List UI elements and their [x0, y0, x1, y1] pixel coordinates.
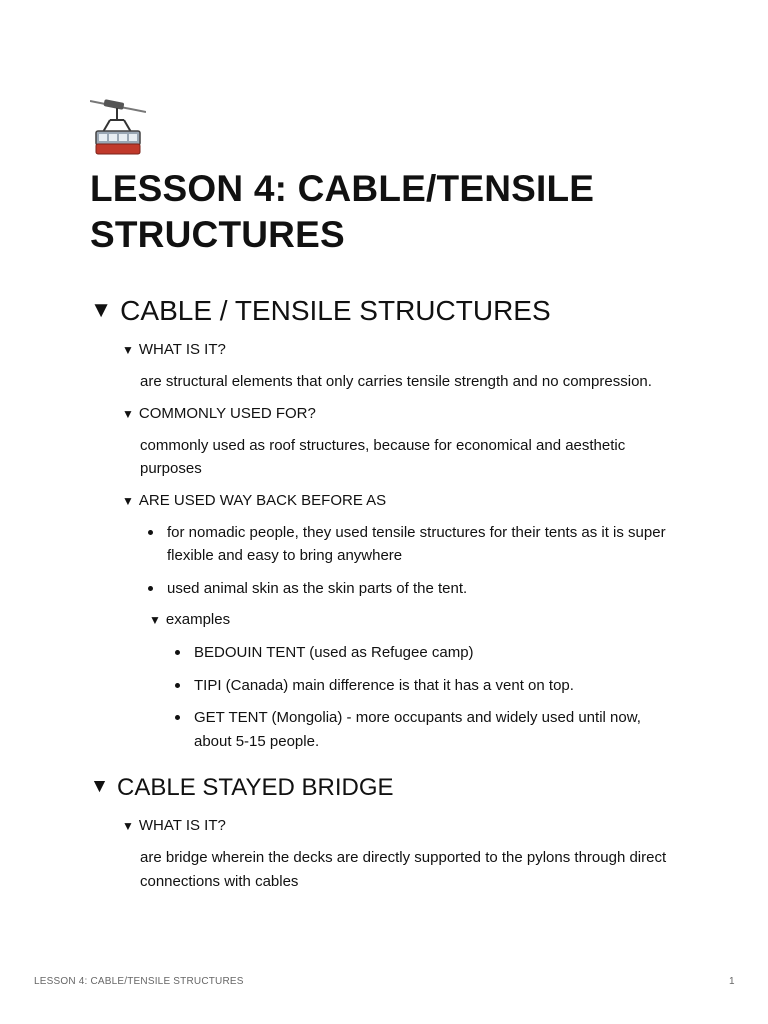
- toggle-triangle-icon: ▼: [90, 776, 109, 797]
- bullet-icon: [148, 530, 153, 535]
- list-item: BEDOUIN TENT (used as Refugee camp): [194, 641, 679, 665]
- bullet-icon: [175, 683, 180, 688]
- page-title: LESSON 4: CABLE/TENSILE STRUCTURES: [90, 168, 595, 255]
- footer-title: LESSON 4: CABLE/TENSILE STRUCTURES: [34, 976, 244, 987]
- paragraph: commonly used as roof structures, because for economical and aesthetic purposes: [140, 436, 626, 477]
- document-page: [90, 98, 690, 893]
- section-heading: CABLE / TENSILE STRUCTURES: [120, 295, 551, 326]
- bullet-icon: [175, 715, 180, 720]
- toggle-triangle-icon: ▼: [149, 613, 161, 627]
- section-toggle-cable-tensile[interactable]: [90, 294, 690, 328]
- toggle-label: WHAT IS IT?: [138, 341, 226, 358]
- section-toggle-cable-stayed-bridge[interactable]: [90, 771, 690, 805]
- bullet-icon: [148, 586, 153, 591]
- toggle-commonly-used-for[interactable]: [122, 403, 690, 425]
- list-item: GET TENT (Mongolia) - more occupants and widely used until now, about 5-15 people.: [194, 706, 679, 753]
- toggle-triangle-icon: ▼: [90, 297, 113, 322]
- toggle-triangle-icon: ▼: [122, 343, 134, 357]
- toggle-what-is-it[interactable]: [122, 339, 690, 361]
- toggle-triangle-icon: ▼: [122, 819, 134, 833]
- toggle-label: COMMONLY USED FOR?: [138, 404, 316, 422]
- list-item: for nomadic people, they used tensile structures for their tents as it is super flexible and easy to bring anywhere: [167, 521, 677, 568]
- toggle-label: WHAT IS IT?: [138, 817, 226, 834]
- list-item: TIPI (Canada) main difference is that it has a vent on top.: [194, 674, 679, 698]
- paragraph: are bridge wherein the decks are directly supported to the pylons through direct connections with cables: [140, 849, 667, 890]
- aerial-tramway-icon: [90, 98, 146, 156]
- bullet-icon: [175, 650, 180, 655]
- toggle-label: examples: [165, 611, 231, 628]
- toggle-what-is-it[interactable]: [122, 815, 690, 837]
- toggle-used-way-back[interactable]: [122, 490, 690, 512]
- list-item: used animal skin as the skin parts of the tent.: [167, 577, 677, 601]
- toggle-examples[interactable]: [149, 609, 690, 631]
- toggle-label: ARE USED WAY BACK BEFORE AS: [138, 491, 387, 509]
- toggle-triangle-icon: ▼: [122, 406, 134, 421]
- toggle-triangle-icon: ▼: [122, 493, 134, 508]
- section-heading: CABLE STAYED BRIDGE: [117, 774, 394, 801]
- paragraph: are structural elements that only carries tensile strength and no compression.: [140, 373, 652, 390]
- page-number: 1: [729, 976, 735, 987]
